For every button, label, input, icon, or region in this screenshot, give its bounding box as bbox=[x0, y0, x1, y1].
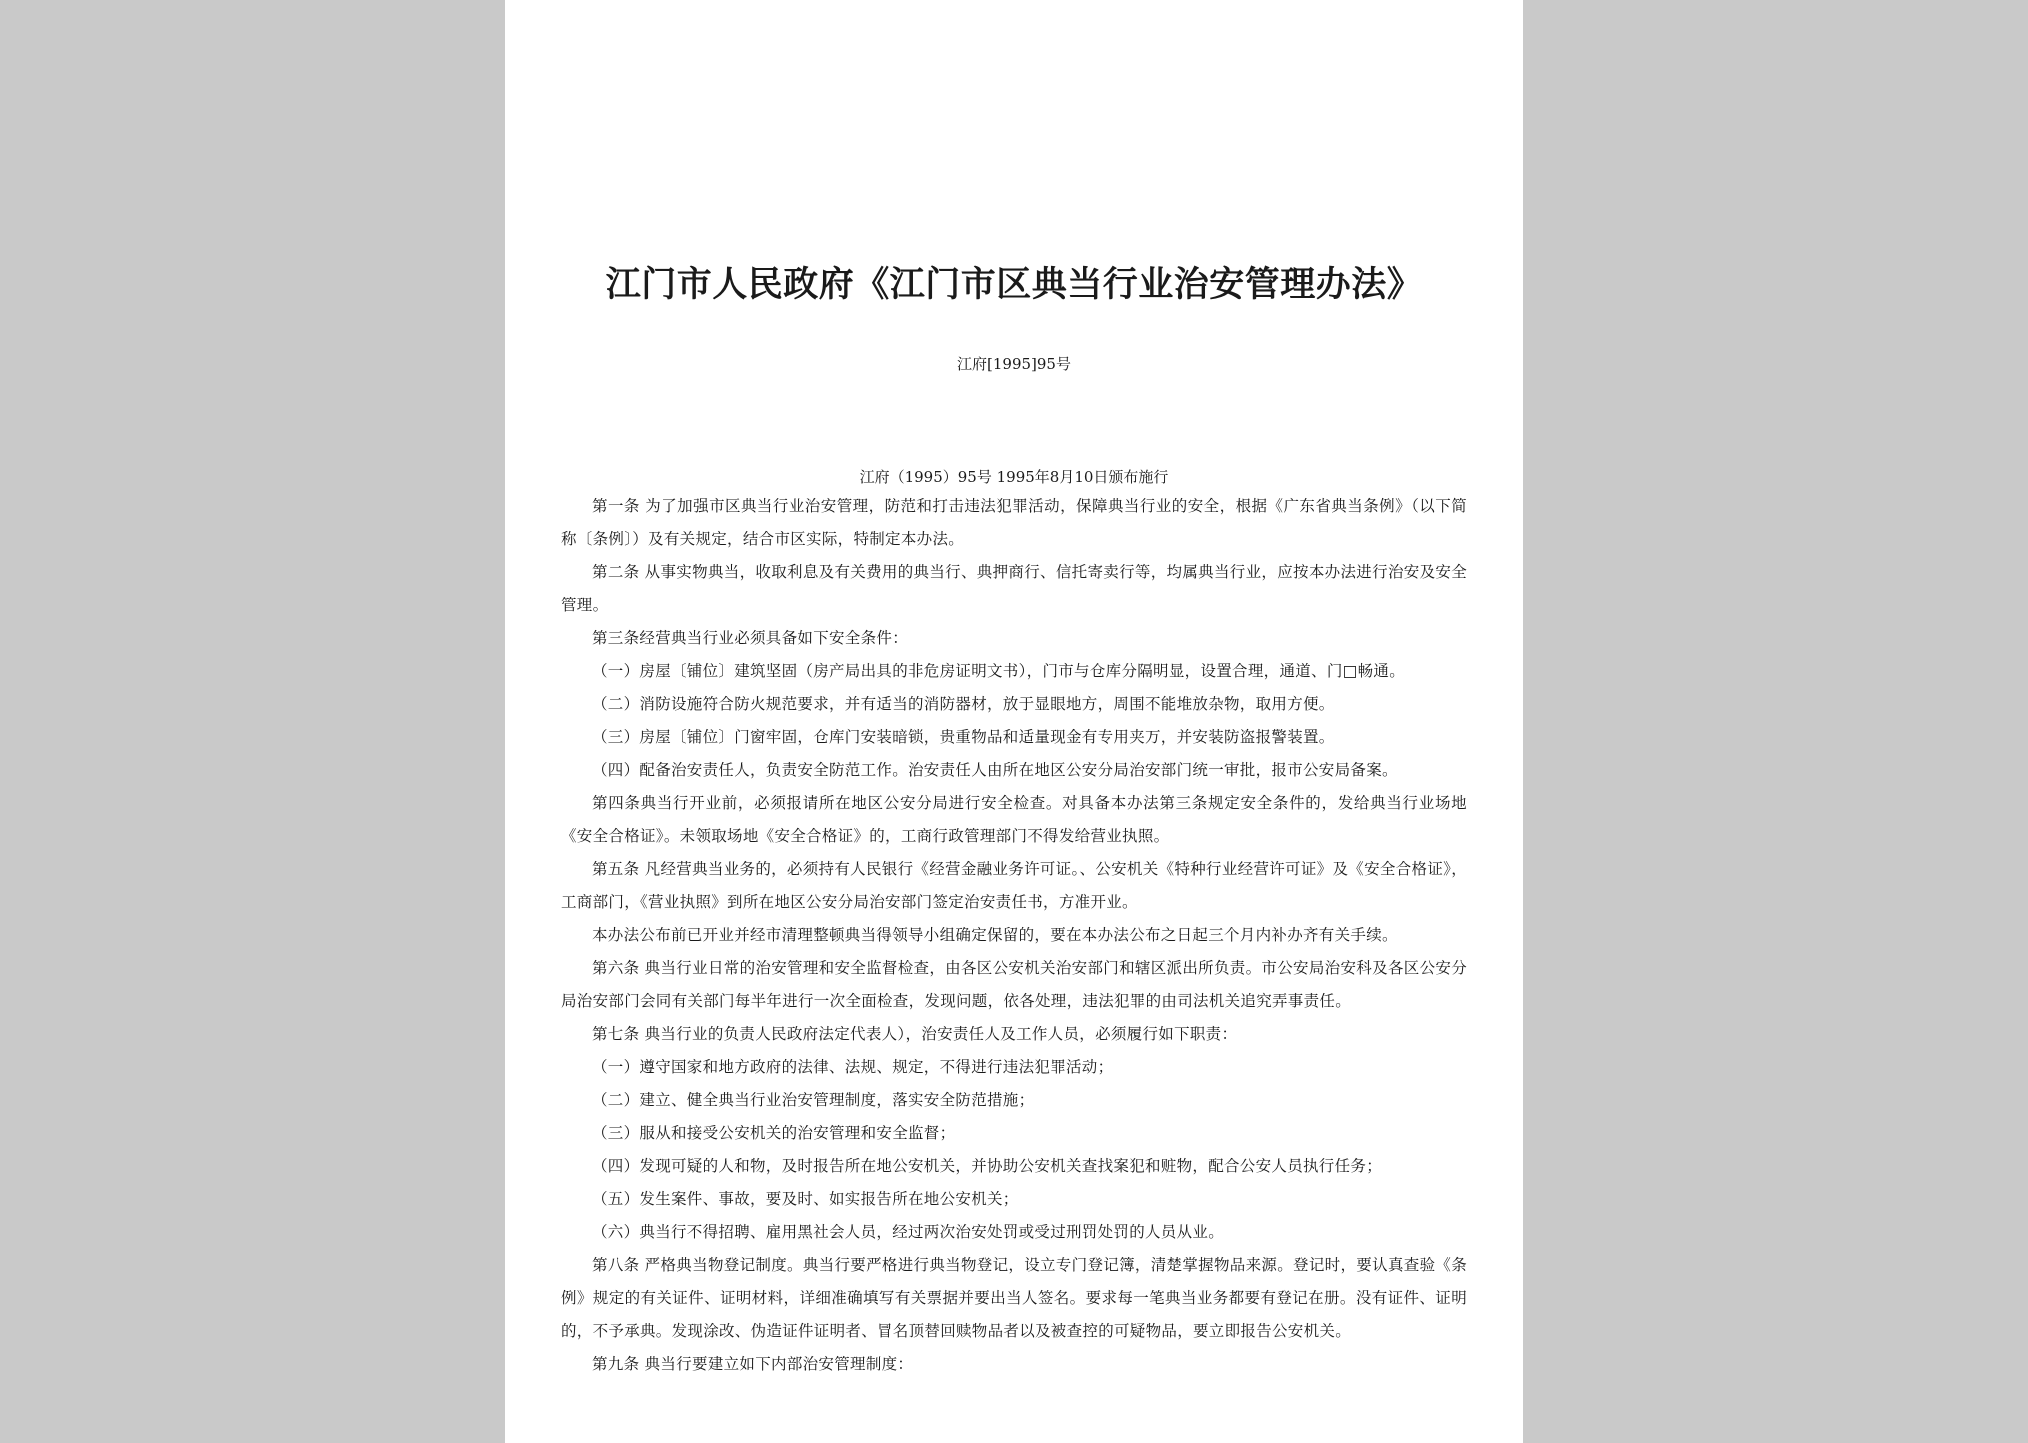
paragraph-article-8: 第八条 严格典当物登记制度。典当行要严格进行典当物登记，设立专门登记簿，清楚掌握物品来源。登记时，要认真查验《条例》规定的有关证件、证明材料，详细准确填写有关票据并要出当人签名。要求每一笔典当业务都要有登记在册。没有证件、证明的，不予承典。发现涂改、伪造证件证明者、冒名顶替回赎物品者以及被查控的可疑物品，要立即报告公安机关。 bbox=[561, 1256, 1467, 1340]
paragraph-article-7-item-4: （四）发现可疑的人和物，及时报告所在地公安机关，并协助公安机关查找案犯和赃物，配合公安人员执行任务； bbox=[592, 1157, 1383, 1175]
paragraph-article-7-item-6: （六）典当行不得招聘、雇用黑社会人员，经过两次治安处罚或受过刑罚处罚的人员从业。 bbox=[592, 1223, 1225, 1241]
document-number: 江府[1995]95号 bbox=[957, 355, 1071, 373]
paragraph-article-5-note: 本办法公布前已开业并经市清理整顿典当得领导小组确定保留的，要在本办法公布之日起三个月内补办齐有关手续。 bbox=[592, 926, 1398, 944]
paragraph-article-3-item-4: （四）配备治安责任人，负责安全防范工作。治安责任人由所在地区公安分局治安部门统一审批，报市公安局备案。 bbox=[592, 761, 1398, 779]
issued-line: 江府（1995）95号 1995年8月10日颁布施行 bbox=[859, 468, 1169, 486]
paragraph-article-7-item-1: （一）遵守国家和地方政府的法律、法规、规定，不得进行违法犯罪活动； bbox=[592, 1058, 1114, 1076]
paragraph-article-6: 第六条 典当行业日常的治安管理和安全监督检查，由各区公安机关治安部门和辖区派出所负责。市公安局治安科及各区公安分局治安部门会同有关部门每半年进行一次全面检查，发现问题，依各处理，违法犯罪的由司法机关追究弄事责任。 bbox=[561, 959, 1467, 1010]
paragraph-article-5: 第五条 凡经营典当业务的，必须持有人民银行《经营金融业务许可证。、公安机关《特种行业经营许可证》及《安全合格证》，工商部门，《营业执照》到所在地区公安分局治安部门签定治安责任书，方准开业。 bbox=[561, 860, 1467, 911]
paragraph-article-7-item-3: （三）服从和接受公安机关的治安管理和安全监督； bbox=[592, 1124, 956, 1142]
document-page bbox=[505, 0, 1523, 1443]
paragraph-article-7: 第七条 典当行业的负责人民政府法定代表人），治安责任人及工作人员，必须履行如下职责： bbox=[592, 1025, 1238, 1043]
paragraph-article-9: 第九条 典当行要建立如下内部治安管理制度： bbox=[592, 1355, 914, 1373]
paragraph-article-7-item-5: （五）发生案件、事故，要及时、如实报告所在地公安机关； bbox=[592, 1190, 1019, 1208]
paragraph-article-3: 第三条经营典当行业必须具备如下安全条件： bbox=[592, 629, 909, 647]
paragraph-article-2: 第二条 从事实物典当，收取利息及有关费用的典当行、典押商行、信托寄卖行等，均属典当行业，应按本办法进行治安及安全管理。 bbox=[561, 563, 1467, 614]
paragraph-article-3-item-2: （二）消防设施符合防火规范要求，并有适当的消防器材，放于显眼地方，周围不能堆放杂物，取用方便。 bbox=[592, 695, 1335, 713]
paragraph-article-7-item-2: （二）建立、健全典当行业治安管理制度，落实安全防范措施； bbox=[592, 1091, 1035, 1109]
paragraph-article-1: 第一条 为了加强市区典当行业治安管理，防范和打击违法犯罪活动，保障典当行业的安全，根据《广东省典当条例》（以下简称〔条例〕）及有关规定，结合市区实际，特制定本办法。 bbox=[561, 497, 1467, 548]
paragraph-article-3-item-1: （一）房屋〔铺位〕建筑坚固（房产局出具的非危房证明文书），门市与仓库分隔明显，设置合理，通道、门□畅通。 bbox=[592, 662, 1405, 680]
document-body bbox=[561, 490, 1467, 1381]
paragraph-article-4: 第四条典当行开业前，必须报请所在地区公安分局进行安全检查。对具备本办法第三条规定安全条件的，发给典当行业场地《安全合格证》。未领取场地《安全合格证》的，工商行政管理部门不得发给营业执照。 bbox=[561, 794, 1467, 845]
paragraph-article-3-item-3: （三）房屋〔铺位〕门窗牢固，仓库门安装暗锁，贵重物品和适量现金有专用夹万，并安装防盗报警装置。 bbox=[592, 728, 1335, 746]
document-title: 江门市人民政府《江门市区典当行业治安管理办法》 bbox=[605, 264, 1423, 305]
